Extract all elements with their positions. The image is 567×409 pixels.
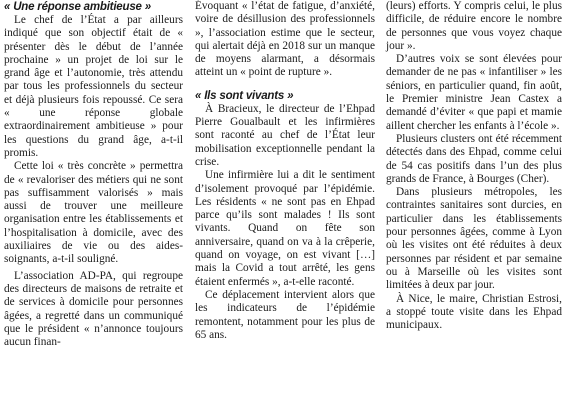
paragraph: À Nice, le maire, Christian Estrosi, a stoppé toute visite dans les Ehpad municipaux.	[386, 292, 562, 332]
paragraph: À Bracieux, le directeur de l’Ehpad Pierre Goualbault et les infirmières sont raconté au chef de l’État leur mobilisation exceptionnelle pendant la crise.	[195, 102, 375, 168]
subheading-ils-sont-vivants: « Ils sont vivants »	[195, 89, 294, 102]
paragraph: Dans plusieurs métropoles, les contraintes sanitaires sont durcies, en particulier dans les établissements pour personnes âgées, comme à Lyon où les visites ont été réduites à deux personnes par résident et par semaine ou à Marseille où les visites sont limitées à deux par jour.	[386, 186, 562, 292]
paragraph: Cette loi « très concrète » permettra de « revaloriser des métiers qui ne sont pas suffisamment valorisés » mais aussi de trouver une meilleure organisation entre les établissements et l’hospitalisation à domicile, avec des auxiliaires de vie ou des aides-soignants, a-t-il souligné.	[4, 160, 183, 266]
article-column-1	[4, 0, 183, 349]
paragraph: Évoquant « l’état de fatigue, d’anxiété, voire de désillusion des professionnels », l’association estime que le secteur, qui alertait déjà en 2018 sur un manque de moyens alarmant, a désormais atteint un « point de rupture ».	[195, 0, 375, 79]
paragraph: Plusieurs clusters ont été récemment détectés dans des Ehpad, comme celui de 54 cas positifs dans l’un des plus grands de France, à Bourges (Cher).	[386, 132, 562, 185]
paragraph: (leurs) efforts. Y compris celui, le plus difficile, de réduire encore le nombre de personnes que vous voyez chaque jour ».	[386, 0, 562, 52]
article-column-2	[195, 0, 375, 342]
paragraph: Le chef de l’État a par ailleurs indiqué que son objectif était de « présenter dès le début de l’année prochaine » un projet de loi sur le grand âge et l’autonomie, très attendu par tous les professionnels du secteur et déjà plusieurs fois repoussé. Ce sera « une réponse globale extraordinairement ambitieuse » pour les questions du grand âge, a-t-il promis.	[4, 14, 183, 159]
subheading-reponse-ambitieuse: « Une réponse ambitieuse »	[4, 1, 151, 13]
paragraph: Une infirmière lui a dit le sentiment d’isolement provoqué par l’épidémie. Les résidents « ne sont pas en Ehpad parce qu’ils sont malades ! Ils sont vivants. Quand on fête son anniversaire, quand on va à la crêperie, quand on voyage, on est vivant […] mais la Covid a tout arrêté, les gens étaient enfermés », a-t-elle raconté.	[195, 169, 375, 288]
paragraph: Ce déplacement intervient alors que les indicateurs de l’épidémie remontent, notamment pour les plus de 65 ans.	[195, 288, 375, 341]
paragraph: D’autres voix se sont élevées pour demander de ne pas « infantiliser » les séniors, en particulier quand, fin août, le Premier ministre Jean Castex a demandé d’éviter « que papi et mamie aillent chercher les enfants à l’école ».	[386, 53, 562, 132]
paragraph: L’association AD-PA, qui regroupe des directeurs de maisons de retraite et de services à domicile pour personnes âgées, a regretté dans un communiqué que le président « n’annonce toujours aucun finan-	[4, 269, 183, 349]
article-column-3	[386, 0, 562, 332]
